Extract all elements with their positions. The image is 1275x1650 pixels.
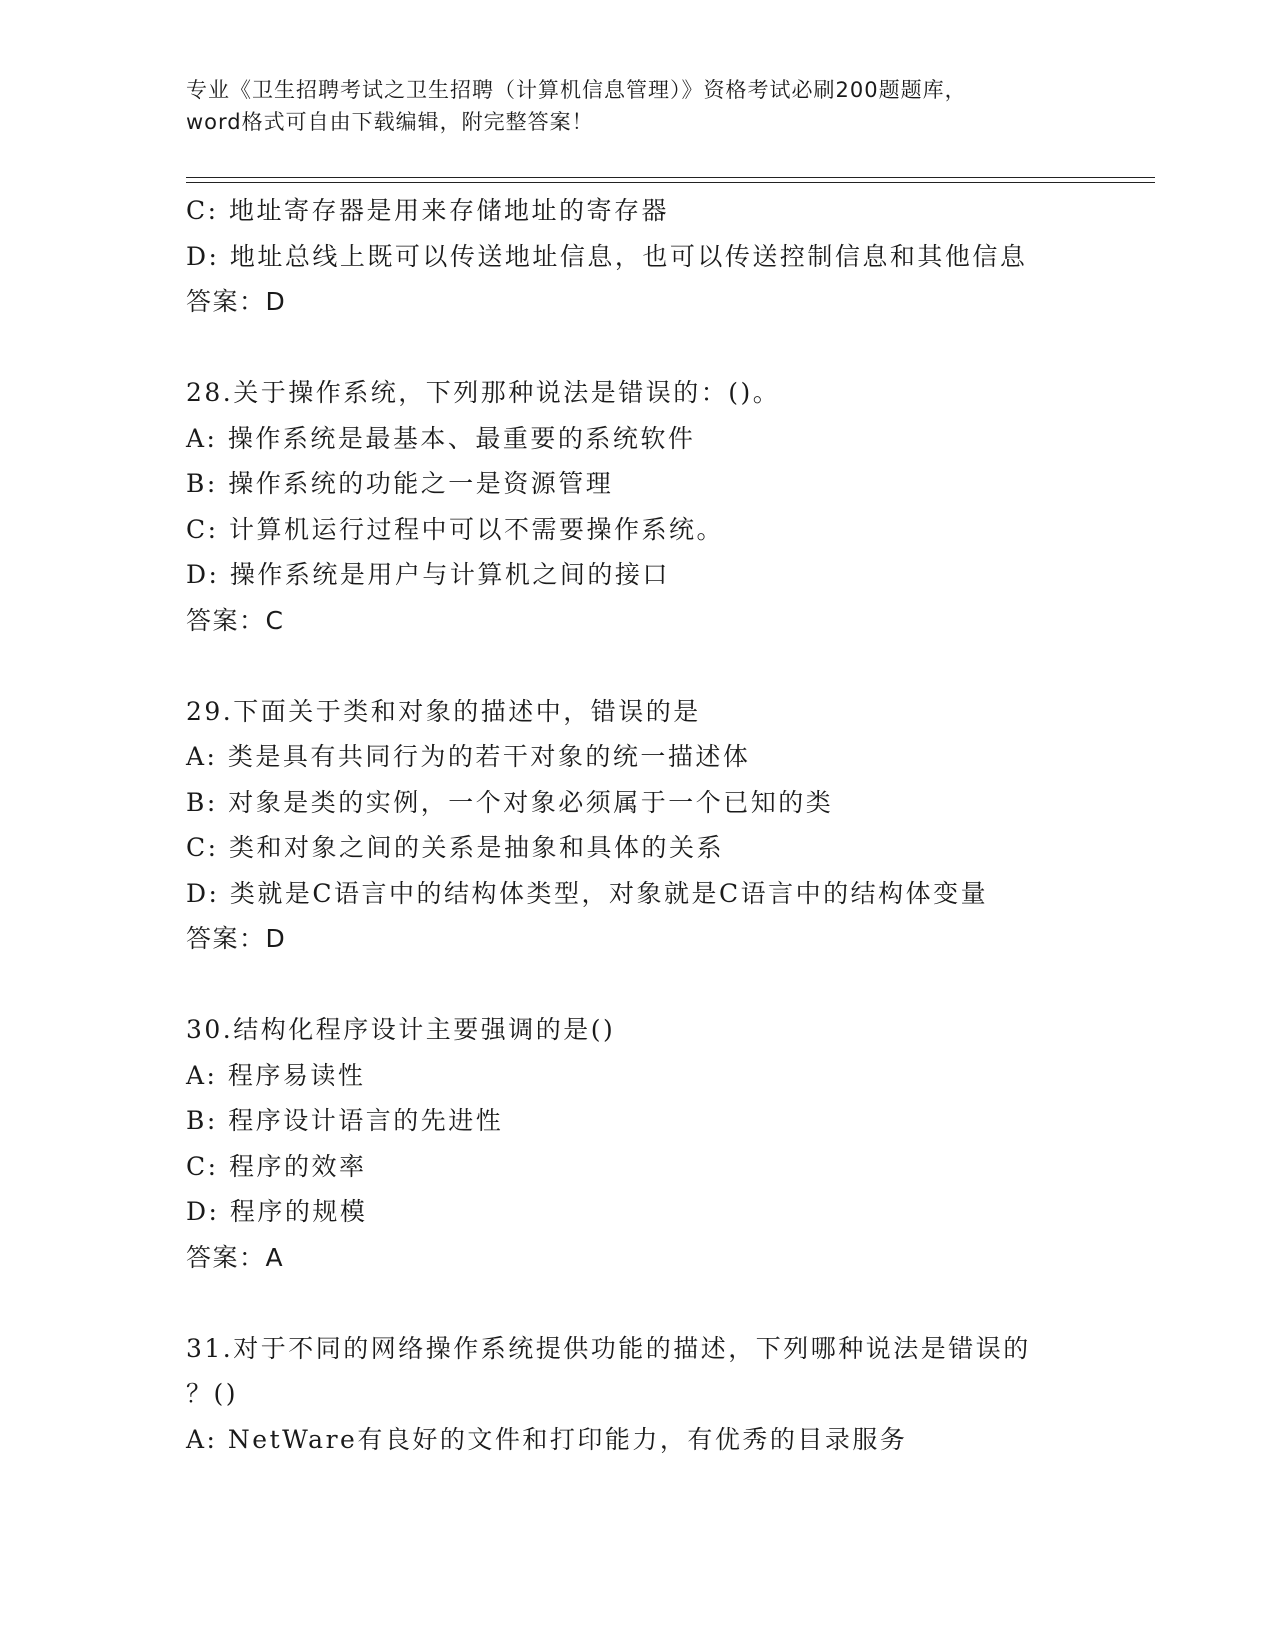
header-divider-top bbox=[186, 177, 1155, 178]
option-c: C: 计算机运行过程中可以不需要操作系统。 bbox=[186, 514, 724, 544]
answer-text: 答案：D bbox=[186, 287, 287, 316]
question-block-28 bbox=[186, 370, 1146, 643]
option-a: A: 类是具有共同行为的若干对象的统一描述体 bbox=[186, 742, 751, 771]
question-text: 28.关于操作系统，下列那种说法是错误的：()。 bbox=[186, 378, 781, 407]
option-c: C: 程序的效率 bbox=[186, 1151, 367, 1181]
spacer bbox=[186, 643, 1146, 689]
spacer bbox=[186, 1280, 1146, 1326]
question-block-prev bbox=[186, 188, 1146, 325]
question-list bbox=[186, 188, 1146, 1462]
header-divider-bottom bbox=[186, 182, 1155, 183]
answer-text: 答案：A bbox=[186, 1242, 285, 1272]
option-a: A: 程序易读性 bbox=[186, 1060, 366, 1090]
option-b: B: 对象是类的实例，一个对象必须属于一个已知的类 bbox=[186, 787, 834, 817]
option-d: D: 程序的规模 bbox=[186, 1197, 368, 1226]
question-block-29 bbox=[186, 689, 1146, 962]
answer-text: 答案：C bbox=[186, 605, 285, 635]
question-block-31 bbox=[186, 1326, 1146, 1463]
question-text: 29.下面关于类和对象的描述中，错误的是 bbox=[186, 696, 701, 726]
option-c: C: 地址寄存器是用来存储地址的寄存器 bbox=[186, 196, 669, 225]
spacer bbox=[186, 962, 1146, 1008]
option-d: D: 类就是C语言中的结构体类型，对象就是C语言中的结构体变量 bbox=[186, 878, 989, 908]
question-block-30 bbox=[186, 1007, 1146, 1280]
question-text: 30.结构化程序设计主要强调的是() bbox=[186, 1015, 616, 1044]
option-a: A: NetWare有良好的文件和打印能力，有优秀的目录服务 bbox=[186, 1424, 908, 1454]
spacer bbox=[186, 325, 1146, 371]
document-header bbox=[186, 74, 1086, 138]
option-a: A: 操作系统是最基本、最重要的系统软件 bbox=[186, 423, 696, 453]
question-text-line-2: ？() bbox=[186, 1379, 239, 1408]
answer-text: 答案：D bbox=[186, 924, 287, 953]
option-c: C: 类和对象之间的关系是抽象和具体的关系 bbox=[186, 833, 724, 862]
option-b: B: 操作系统的功能之一是资源管理 bbox=[186, 469, 614, 498]
option-d: D: 地址总线上既可以传送地址信息，也可以传送控制信息和其他信息 bbox=[186, 241, 1028, 271]
question-text-line-1: 31.对于不同的网络操作系统提供功能的描述，下列哪种说法是错误的 bbox=[186, 1333, 1031, 1363]
header-title-line-1: 专业《卫生招聘考试之卫生招聘（计算机信息管理）》资格考试必刷200题题库， bbox=[186, 78, 967, 102]
header-title-line-2: word格式可自由下载编辑，附完整答案！ bbox=[186, 110, 594, 134]
option-b: B: 程序设计语言的先进性 bbox=[186, 1106, 504, 1135]
option-d: D: 操作系统是用户与计算机之间的接口 bbox=[186, 560, 670, 589]
